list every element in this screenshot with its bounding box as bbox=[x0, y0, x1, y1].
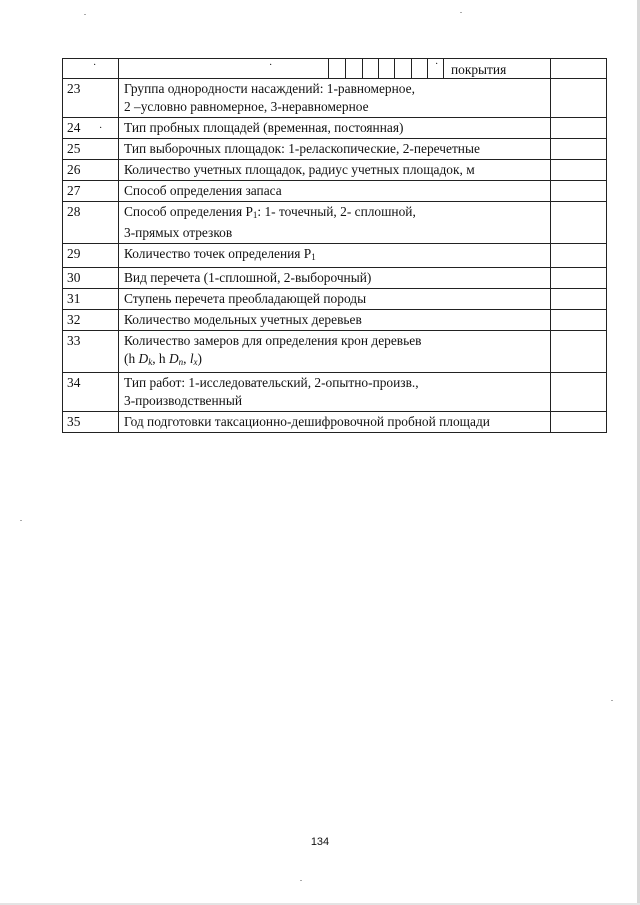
row-number: 27 bbox=[63, 181, 119, 202]
row-description: Ступень перечета преобладающей породы bbox=[119, 289, 551, 310]
row-value-cell bbox=[551, 139, 607, 160]
row-value-cell bbox=[551, 160, 607, 181]
row-description bbox=[119, 202, 551, 244]
sub-column-divider bbox=[378, 59, 379, 78]
table-row bbox=[63, 373, 607, 412]
row-value-cell bbox=[551, 244, 607, 268]
row-value-cell bbox=[551, 268, 607, 289]
sub-column-divider bbox=[328, 59, 329, 78]
formula-subscript: k bbox=[148, 357, 153, 367]
table-row bbox=[63, 139, 607, 160]
row-description bbox=[119, 244, 551, 268]
sub-column-divider bbox=[443, 59, 444, 78]
formula-part: (h bbox=[124, 351, 139, 366]
row-description-line: Количество замеров для определения крон деревьев bbox=[124, 333, 422, 348]
scan-dot: · bbox=[99, 123, 103, 134]
row-value-cell bbox=[551, 118, 607, 139]
scan-dot: · bbox=[435, 59, 439, 70]
formula-symbol: D bbox=[168, 351, 179, 366]
text-fragment: : 1- точечный, 2- сплошной, bbox=[257, 204, 416, 219]
row-value-cell bbox=[551, 412, 607, 433]
table-row bbox=[63, 289, 607, 310]
row-value-cell bbox=[551, 331, 607, 373]
table-row bbox=[63, 160, 607, 181]
row-number: 23 bbox=[63, 79, 119, 118]
sub-column-divider bbox=[362, 59, 363, 78]
row-description-line: Группа однородности насаждений: 1-равномерное, bbox=[124, 81, 415, 96]
scan-speck bbox=[84, 14, 86, 15]
scan-speck bbox=[300, 880, 302, 881]
row-value-cell bbox=[551, 310, 607, 331]
row-description-line: 3-производственный bbox=[124, 393, 242, 408]
row-description: Способ определения запаса bbox=[119, 181, 551, 202]
formula-symbol: l bbox=[189, 351, 194, 366]
scan-speck bbox=[611, 700, 613, 701]
page-number: 134 bbox=[310, 836, 330, 848]
table-row bbox=[63, 331, 607, 373]
row-number: 35 bbox=[63, 412, 119, 433]
coverage-label: покрытия bbox=[451, 62, 507, 77]
scan-speck bbox=[460, 12, 462, 13]
row-description-line bbox=[124, 203, 545, 224]
table-row bbox=[63, 268, 607, 289]
row-description bbox=[119, 331, 551, 373]
scan-dot: · bbox=[93, 60, 97, 71]
table-row bbox=[63, 202, 607, 244]
attribute-table-grid bbox=[62, 58, 607, 433]
row-number-text: 24 bbox=[67, 120, 81, 135]
row-value-cell bbox=[551, 79, 607, 118]
row-description bbox=[119, 373, 551, 412]
row-value-cell bbox=[551, 202, 607, 244]
formula-part: , bbox=[183, 351, 190, 366]
row-number: 30 bbox=[63, 268, 119, 289]
header-coverage-cell bbox=[119, 59, 551, 79]
attribute-table bbox=[62, 58, 606, 433]
formula-part: ) bbox=[197, 351, 203, 366]
crown-formula bbox=[124, 350, 545, 371]
row-value-cell bbox=[551, 181, 607, 202]
row-number bbox=[63, 118, 119, 139]
formula-subscript: n bbox=[178, 357, 184, 367]
row-description: Тип выборочных площадок: 1-реласкопические, 2-перечетные bbox=[119, 139, 551, 160]
text-fragment: Способ определения Р bbox=[124, 204, 253, 219]
row-description bbox=[119, 79, 551, 118]
sub-column-divider bbox=[427, 59, 428, 78]
row-number: 32 bbox=[63, 310, 119, 331]
row-number: 26 bbox=[63, 160, 119, 181]
formula-part: , h bbox=[152, 351, 169, 366]
table-row bbox=[63, 310, 607, 331]
sub-column-divider bbox=[411, 59, 412, 78]
sub-column-divider bbox=[394, 59, 395, 78]
table-row bbox=[63, 412, 607, 433]
row-description-line: 3-прямых отрезков bbox=[124, 225, 233, 240]
row-number: 34 bbox=[63, 373, 119, 412]
row-value-cell bbox=[551, 373, 607, 412]
scan-dot: · bbox=[269, 60, 273, 71]
table-row bbox=[63, 244, 607, 268]
header-empty-cell bbox=[551, 59, 607, 79]
table-row bbox=[63, 181, 607, 202]
row-number: 33 bbox=[63, 331, 119, 373]
subscript: 1 bbox=[311, 252, 316, 262]
row-number: 28 bbox=[63, 202, 119, 244]
sub-column-divider bbox=[345, 59, 346, 78]
formula-subscript: x bbox=[193, 357, 198, 367]
row-description: Год подготовки таксационно-дешифровочной пробной площади bbox=[119, 412, 551, 433]
row-number: 29 bbox=[63, 244, 119, 268]
formula-symbol: D bbox=[138, 351, 149, 366]
row-description: Количество модельных учетных деревьев bbox=[119, 310, 551, 331]
header-num-cell bbox=[63, 59, 119, 79]
row-description: Тип пробных площадей (временная, постоянная) bbox=[119, 118, 551, 139]
table-row bbox=[63, 79, 607, 118]
table-header-row bbox=[63, 59, 607, 79]
row-number: 31 bbox=[63, 289, 119, 310]
row-description: Вид перечета (1-сплошной, 2-выборочный) bbox=[119, 268, 551, 289]
scan-speck bbox=[20, 520, 22, 521]
text-fragment: Количество точек определения Р bbox=[124, 246, 312, 261]
table-row bbox=[63, 118, 607, 139]
row-value-cell bbox=[551, 289, 607, 310]
row-number: 25 bbox=[63, 139, 119, 160]
row-description-line: Тип работ: 1-исследовательский, 2-опытно-произв., bbox=[124, 375, 419, 390]
subscript: 1 bbox=[252, 210, 258, 220]
row-description: Количество учетных площадок, радиус учетных площадок, м bbox=[119, 160, 551, 181]
row-description-line: 2 –условно равномерное, 3-неравномерное bbox=[124, 99, 369, 114]
